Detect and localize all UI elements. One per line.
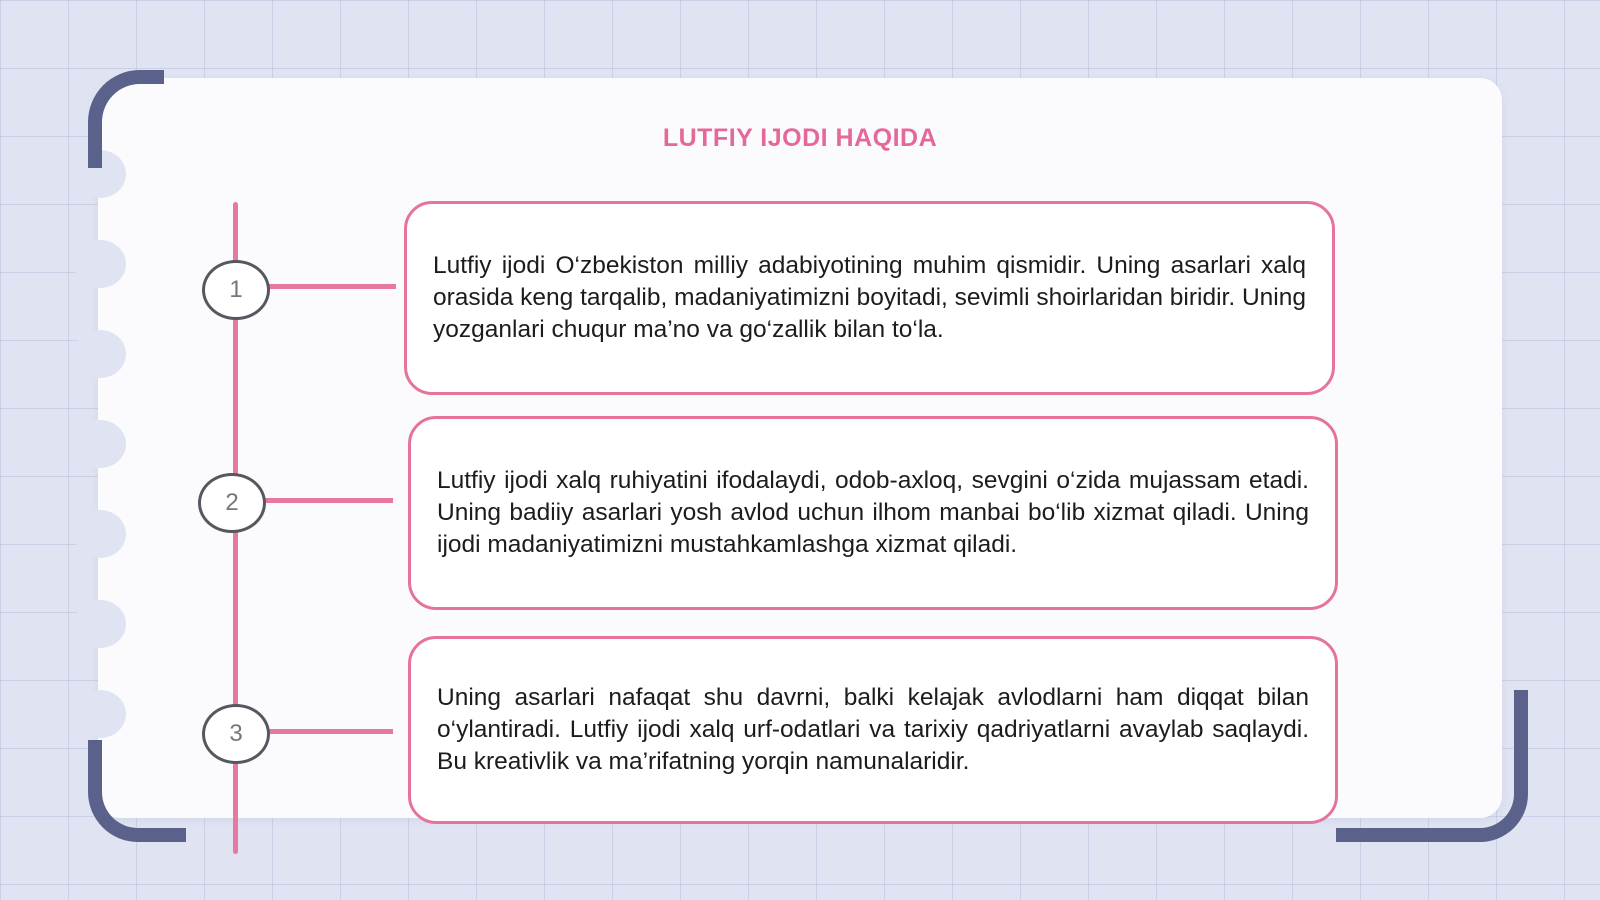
paper-notch [74,240,126,288]
timeline-connector [266,729,393,734]
timeline-card-text: Lutfiy ijodi O‘zbekiston milliy adabiyotining muhim qismidir. Uning asarlari xalq orasida keng tarqalib, madaniyatimizni boyitadi, sevimli shoirlaridan biridir. Uning yozganlari chuqur ma’no va go‘zallik bilan to‘la. [433,252,1306,343]
timeline-card-text: Uning asarlari nafaqat shu davrni, balki kelajak avlodlarni ham diqqat bilan o‘ylantiradi. Lutfiy ijodi xalq urf-odatlari va tarixiy qadriyatlarni avaylab saqlaydi. Bu kreativlik va ma’rifatning yorqin namunalaridir. [437,684,1309,775]
step-marker-3: 3 [202,704,270,764]
timeline-connector [262,498,393,503]
timeline-card-1 [404,201,1335,395]
timeline-connector [266,284,396,289]
frame-corner-bottom-right [1336,690,1528,842]
frame-corner-bottom-left [88,740,186,842]
slide-title: LUTFIY IJODI HAQIDA [662,124,938,152]
frame-corner-top-left [88,70,164,168]
timeline-card-3 [408,636,1338,824]
paper-notch [74,690,126,738]
paper-notch [74,330,126,378]
step-marker-2: 2 [198,473,266,533]
paper-notch [74,510,126,558]
timeline-card-text: Lutfiy ijodi xalq ruhiyatini ifodalaydi, odob-axloq, sevgini o‘zida mujassam etadi. Uning badiiy asarlari yosh avlod uchun ilhom manbai bo‘lib xizmat qiladi. Uning ijodi madaniyatimizni mustahkamlashga xizmat qiladi. [437,467,1309,558]
paper-notch [74,600,126,648]
step-marker-1: 1 [202,260,270,320]
timeline-card-2 [408,416,1338,610]
paper-notch [74,420,126,468]
